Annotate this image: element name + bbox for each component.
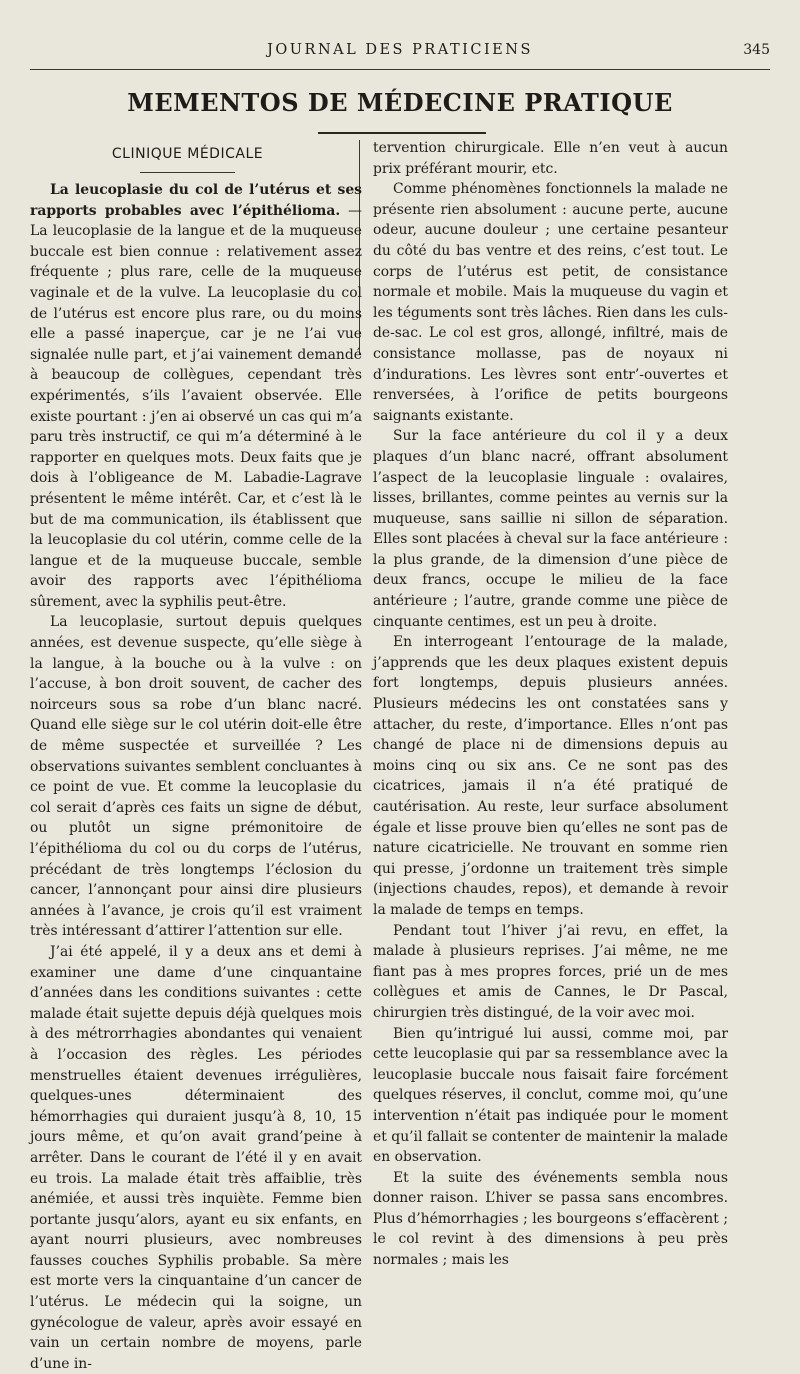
right-column	[373, 138, 728, 1271]
paragraph: En interrogeant l’entourage de la malade, j’apprends que les deux plaques existent depuis fort longtemps, depuis plusieurs années. Plusieurs médecins les ont constatées sans y attacher, du reste, d’importance. Elles n’ont pas changé de place ni de dimensions depuis au moins cinq ou six ans. Ce ne sont pas des cicatrices, jamais il n’a été pratiqué de cautérisation. Au reste, leur surface absolument égale et lisse prouve bien qu’elles ne sont pas de nature cicatricielle. Ne trouvant en somme rien qui presse, j’ordonne un traitement très simple (injections chaudes, repos), et demande à revoir la malade de temps en temps.	[373, 634, 728, 918]
title-underline	[318, 132, 486, 134]
header-rule	[30, 69, 770, 70]
paragraph: J’ai été appelé, il y a deux ans et demi à examiner une dame d’une cinquantaine d’années dans les conditions suivantes : cette malade était sujette depuis déjà quelques mois à des métrorrhagies abondantes qui venaient à l’occasion des règles. Les périodes menstruelles étaient devenues irrégulières, quelques-unes déterminaient des hémorrhagies qui duraient jusqu’à 8, 10, 15 jours même, et qu’on avait grand’peine à arrêter. Dans le courant de l’été il y en avait eu trois. La malade était très affaiblie, très anémiée, et aussi très inquiète. Femme bien portante jusqu’alors, ayant eu six enfants, en ayant nourri plusieurs, avec nombreuses fausses couches Syphilis probable. Sa mère est morte vers la cinquantaine d’un cancer de l’utérus. Le médecin qui la soigne, un gynécologue de valeur, après avoir essayé en vain un certain nombre de moyens, parle d’une in-	[30, 943, 362, 1372]
main-title: MEMENTOS DE MÉDECINE PRATIQUE	[127, 88, 673, 117]
running-header	[30, 42, 770, 64]
paragraph: tervention chirurgicale. Elle n’en veut à aucun prix préférant mourir, etc.	[373, 140, 728, 177]
paragraph: Pendant tout l’hiver j’ai revu, en effet, la malade à plusieurs reprises. J’ai même, ne me fiant pas à mes propres forces, prié un de mes collègues et amis de Cannes, le Dr Pascal, chirurgien très distingué, de la voir avec moi.	[373, 922, 728, 1021]
paragraph: Et la suite des événements sembla nous donner raison. L’hiver se passa sans encombres. Plus d’hémorrhagies ; les bourgeons s’effacèrent ; le col revint à des dimensions à peu près normales ; mais les	[373, 1169, 728, 1269]
paragraph-text: — La leucoplasie de la langue et de la muqueuse buccale est bien connue : relativement assez fréquente ; plus rare, celle de la muqueuse vaginale et de la vulve. La leucoplasie du col de l’utérus est encore plus rare, ou du moins elle a passé inaperçue, car je ne l’ai vue signalée nulle part, et j’ai vainement demandé à beaucoup de collègues, cependant très expérimentés, s’ils l’avaient observée. Elle existe pourtant : j’en ai observé un cas qui m’a paru très instructif, ce qui m’a déterminé à le rapporter en quelques mots. Deux faits que je dois à l’obligeance de M. Labadie-Lagrave présentent le même intérêt. Car, et c’est là le but de ma communication, ils établissent que la leucoplasie du col utérin, comme celle de la langue et de la muqueuse buccale, semble avoir des rapports avec l’épithélioma sûrement, avec la syphilis peut-être.	[30, 202, 362, 610]
paragraph	[30, 180, 362, 612]
left-column	[30, 180, 362, 1374]
section-heading: CLINIQUE MÉDICALE	[111, 146, 264, 162]
paragraph: Comme phénomènes fonctionnels la malade ne présente rien absolument : aucune perte, aucune odeur, aucune douleur ; une certaine pesanteur du côté du bas ventre et des reins, c’est tout. Le corps de l’utérus est petit, de consistance normale et mobile. Mais la muqueuse du vagin et les téguments sont très lâches. Rien dans les culs-de-sac. Le col est gros, allongé, infiltré, mais de consistance mollasse, pas de noyaux ni d’indurations. Les lèvres sont entr’-ouvertes et renversées, à l’orifice de petits bourgeons saignants existante.	[373, 181, 728, 424]
paragraph: La leucoplasie, surtout depuis quelques années, est devenue suspecte, qu’elle siège à la langue, à la bouche ou à la vulve : on l’accuse, à bon droit souvent, de cacher des noirceurs sous sa robe d’un blanc nacré. Quand elle siège sur le col utérin doit-elle être de même suspectée et surveillée ? Les observations suivantes semblent concluantes à ce point de vue. Et comme la leucoplasie du col serait d’après ces faits un signe de début, ou plutôt un signe prémonitoire de l’épithélioma du col ou du corps de l’utérus, précédant de très longtemps l’éclosion du cancer, l’annonçant pour ainsi dire plusieurs années à l’avance, je crois qu’il est vraiment très intéressant d’attirer l’attention sur elle.	[30, 614, 362, 940]
journal-title: JOURNAL DES PRATICIENS	[267, 42, 533, 58]
paragraph: Bien qu’intrigué lui aussi, comme moi, par cette leucoplasie qui par sa ressemblance avec la leucoplasie buccale nous faisait faire forcément quelques réserves, il conclut, comme moi, qu’une intervention n’était pas indiquée pour le moment et qu’il fallait se contenter de maintenir la malade en observation.	[373, 1025, 728, 1166]
article-lead-title: La leucoplasie du col de l’utérus et ses rapports probables avec l’épithélioma.	[30, 182, 362, 219]
section-underline	[140, 172, 235, 173]
page-number: 345	[743, 42, 770, 58]
paragraph: Sur la face antérieure du col il y a deux plaques d’un blanc nacré, offrant absolument l’aspect de la leucoplasie linguale : ovalaires, lisses, brillantes, comme peintes au vernis sur la muqueuse, sans saillie ni sillon de séparation. Elles sont placées à cheval sur la face antérieure : la plus grande, de la dimension d’une pièce de deux francs, occupe le milieu de la face antérieure ; l’autre, grande comme une pièce de cinquante centimes, est un peu à droite.	[373, 428, 728, 630]
